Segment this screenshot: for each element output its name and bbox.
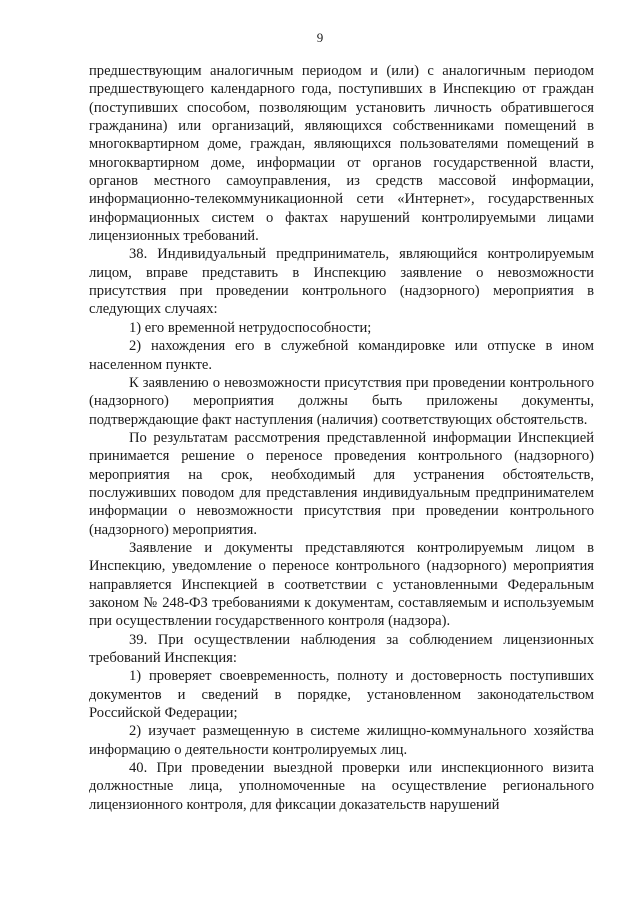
paragraph-item-38: 38. Индивидуальный предприниматель, являющийся контролируемым лицом, вправе представить в Инспекцию заявление о невозможности присутствия при проведении контрольного (надзорного) мероприятия в следующих случаях:: [89, 246, 594, 318]
paragraph-subitem-2: 2) нахождения его в служебной командировке или отпуске в ином населенном пункте.: [89, 338, 594, 373]
paragraph-subitem-39-2: 2) изучает размещенную в системе жилищно-коммунального хозяйства информацию о деятельности контролируемых лиц.: [89, 723, 594, 758]
paragraph-item-39: 39. При осуществлении наблюдения за соблюдением лицензионных требований Инспекция:: [89, 631, 594, 666]
paragraph-subitem-1: 1) его временной нетрудоспособности;: [129, 319, 372, 336]
paragraph-subitem-39-1: 1) проверяет своевременность, полноту и достоверность поступивших документов и сведений в порядке, установленном законодательством Российской Федерации;: [89, 668, 594, 722]
document-body: [89, 62, 594, 814]
paragraph-decision: По результатам рассмотрения представленной информации Инспекцией принимается решение о переносе проведения контрольного (надзорного) мероприятия на срок, необходимый для устранения обстоятельств, послуживших поводом для представления индивидуальным предпринимателем информации о невозможности присутствия при проведении контрольного (надзорного) мероприятия.: [89, 429, 594, 538]
paragraph-notification: Заявление и документы представляются контролируемым лицом в Инспекцию, уведомление о переносе контрольного (надзорного) мероприятия направляется Инспекцией в соответствии с установленными Федеральным законом № 248-ФЗ требованиями к документам, составляемым и используемым при осуществлении государственного контроля (надзора).: [89, 539, 594, 630]
paragraph-attachments: К заявлению о невозможности присутствия при проведении контрольного (надзорного) мероприятия должны быть приложены документы, подтверждающие факт наступления (наличия) соответствующих обстоятельств.: [89, 374, 594, 428]
page-number: 9: [316, 30, 324, 45]
paragraph-item-40: 40. При проведении выездной проверки или инспекционного визита должностные лица, уполномоченные на осуществление регионального лицензионного контроля, для фиксации доказательств нарушений: [89, 760, 594, 813]
paragraph-continuation: предшествующим аналогичным периодом и (или) с аналогичным периодом предшествующего календарного года, поступивших в Инспекцию от граждан (поступивших способом, позволяющим установить личность обратившегося гражданина) или организаций, являющихся собственниками помещений в многоквартирном доме, граждан, являющихся пользователями помещений в многоквартирном доме, информации от органов государственной власти, органов местного самоуправления, из средств массовой информации, информационно-телекоммуникационной сети «Интернет», государственных информационных систем о фактах нарушений контролируемыми лицами лицензионных требований.: [89, 63, 594, 245]
